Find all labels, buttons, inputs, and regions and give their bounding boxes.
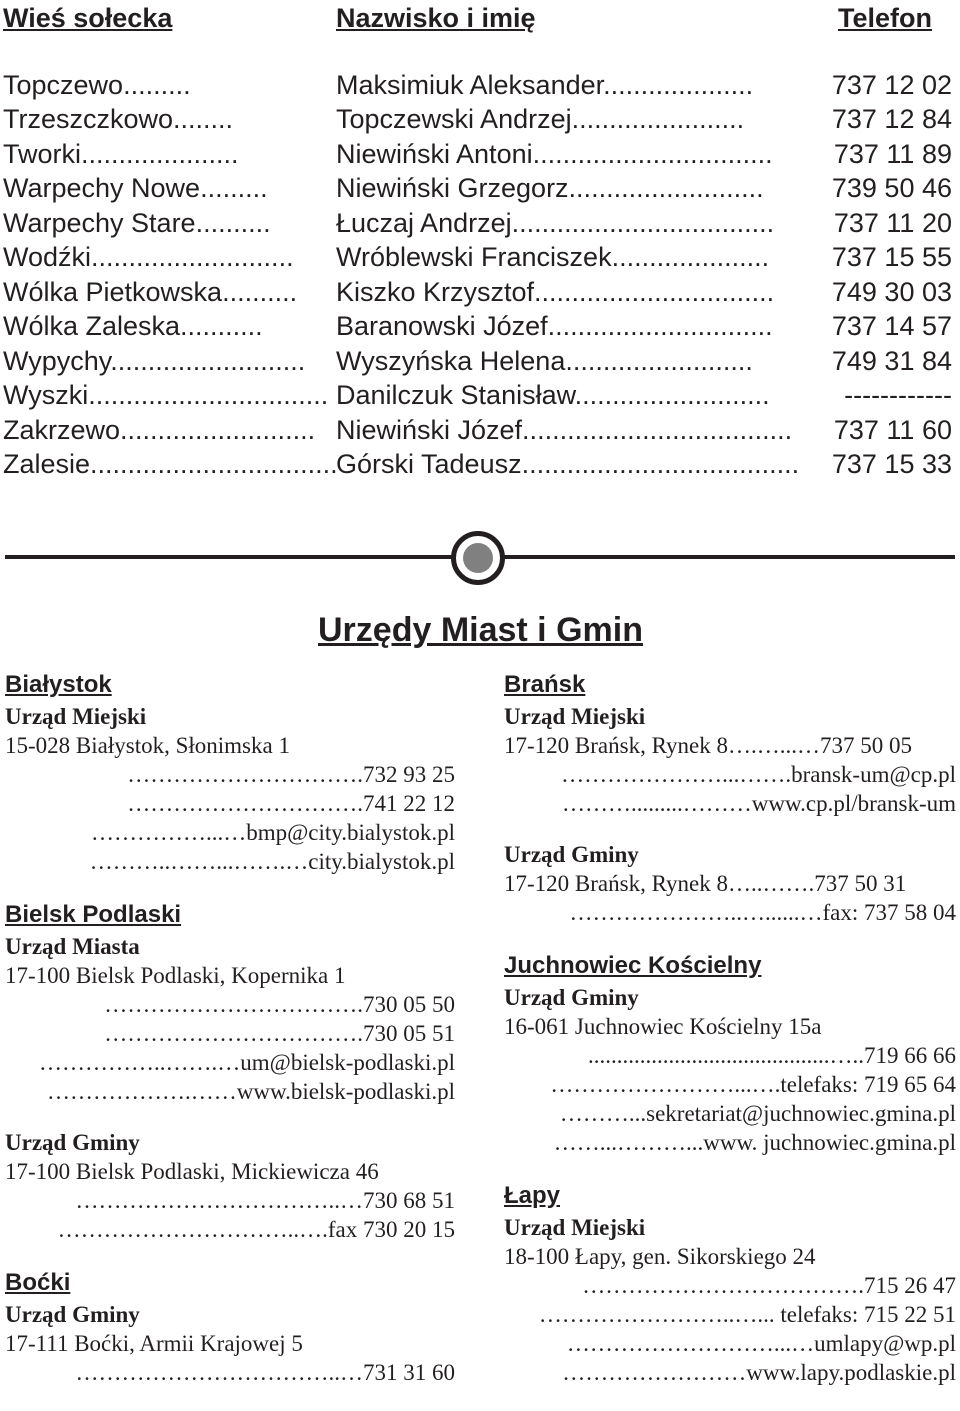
- village-cell: Zalesie.................................: [3, 449, 338, 479]
- office-city-heading: Białystok: [5, 671, 112, 698]
- directory-row: [0, 413, 960, 447]
- phone-cell: 737 11 89: [833, 139, 952, 169]
- header-phone: Telefon: [838, 3, 932, 33]
- village-cell: Wólka Pietkowska..........: [3, 277, 298, 307]
- office-city-heading: Boćki: [5, 1269, 71, 1296]
- office-contact-line: ……………………………..…730 68 51: [75, 1188, 455, 1213]
- office-contact-line: …………………...…….bransk-um@cp.pl: [561, 762, 956, 787]
- office-name: Urząd Gminy: [5, 1130, 140, 1155]
- office-contact-line: ………………………….732 93 25: [127, 762, 455, 787]
- office-contact-line: ………..……...…….…city.bialystok.pl: [89, 849, 455, 874]
- directory-row: [0, 137, 960, 171]
- divider-dot-icon: [463, 543, 493, 573]
- village-cell: Wodźki...........................: [3, 242, 294, 272]
- office-name: Urząd Miasta: [5, 934, 140, 959]
- name-cell: Topczewski Andrzej.......................: [336, 104, 745, 134]
- directory-row: [0, 378, 960, 412]
- office-name: Urząd Gminy: [504, 985, 639, 1010]
- phone-cell: 749 30 03: [831, 277, 952, 307]
- office-address: 17-100 Bielsk Podlaski, Mickiewicza 46: [5, 1159, 379, 1184]
- office-contact-line: …………………………….730 05 50: [104, 992, 455, 1017]
- office-address: 17-111 Boćki, Armii Krajowej 5: [5, 1331, 303, 1356]
- offices-right-column: [504, 668, 956, 1387]
- office-contact-line: ……………...…bmp@city.bialystok.pl: [90, 820, 455, 845]
- village-cell: Trzeszczkowo........: [3, 104, 234, 134]
- office-contact-line: ……………..…….…um@bielsk-podlaski.pl: [39, 1050, 455, 1075]
- village-cell: Wyszki................................: [3, 380, 329, 410]
- office-contact-line: ………………………...…umlapy@wp.pl: [566, 1331, 956, 1356]
- directory-row: [0, 275, 960, 309]
- name-cell: Niewiński Józef....................................: [336, 415, 793, 445]
- office-city-heading: Łapy: [504, 1182, 561, 1209]
- directory-row: [0, 447, 960, 481]
- directory-row: [0, 309, 960, 343]
- office-address: 17-100 Bielsk Podlaski, Kopernika 1: [5, 963, 346, 988]
- office-address: 17-120 Brańsk, Rynek 8….…...…737 50 05: [504, 733, 912, 758]
- name-cell: Baranowski Józef..............................: [336, 311, 773, 341]
- office-contact-line: ………………………….741 22 12: [127, 791, 455, 816]
- phone-cell: ------------: [844, 380, 952, 410]
- village-cell: Warpechy Nowe.........: [3, 173, 268, 203]
- name-cell: Danilczuk Stanisław..........................: [336, 380, 770, 410]
- phone-cell: 737 11 60: [833, 415, 952, 445]
- office-contact-line: …………………………….730 05 51: [104, 1021, 455, 1046]
- office-address: 17-120 Brańsk, Rynek 8…..…….737 50 31: [504, 871, 907, 896]
- village-cell: Zakrzewo..........................: [3, 415, 316, 445]
- name-cell: Wyszyńska Helena.........................: [336, 346, 753, 376]
- office-contact-line: ………...sekretariat@juchnowiec.gmina.pl: [559, 1101, 956, 1126]
- phone-cell: 737 11 20: [833, 208, 952, 238]
- village-cell: Warpechy Stare..........: [3, 208, 271, 238]
- name-cell: Górski Tadeusz.....................................: [336, 449, 800, 479]
- office-address: 16-061 Juchnowiec Kościelny 15a: [504, 1014, 822, 1039]
- office-name: Urząd Gminy: [504, 842, 639, 867]
- office-contact-line: ……………………www.lapy.podlaskie.pl: [562, 1360, 956, 1385]
- office-contact-line: …………………..…......…fax: 737 58 04: [569, 900, 956, 925]
- name-cell: Maksimiuk Aleksander....................: [336, 70, 754, 100]
- directory-row: [0, 344, 960, 378]
- office-contact-line: ……….........………www.cp.pl/bransk-um: [562, 791, 956, 816]
- office-name: Urząd Miejski: [504, 1215, 646, 1240]
- office-contact-line: ……………………………..…731 31 60: [75, 1360, 455, 1385]
- header-name: Nazwisko i imię: [336, 3, 536, 33]
- office-contact-line: ……………………...….telefaks: 719 65 64: [550, 1072, 956, 1097]
- phone-cell: 737 14 57: [831, 311, 952, 341]
- office-contact-line: ..........................................…..719 66 66: [588, 1043, 956, 1068]
- name-cell: Kiszko Krzysztof................................: [336, 277, 775, 307]
- phone-cell: 737 12 02: [831, 70, 952, 100]
- offices-left-column: [5, 668, 455, 1387]
- office-city-heading: Brańsk: [504, 671, 586, 698]
- office-name: Urząd Gminy: [5, 1302, 140, 1327]
- office-contact-line: ……………….……www.bielsk-podlaski.pl: [46, 1079, 455, 1104]
- directory-row: [0, 68, 960, 102]
- phone-cell: 739 50 46: [831, 173, 952, 203]
- name-cell: Niewiński Antoni................................: [336, 139, 773, 169]
- village-cell: Wypychy..........................: [3, 346, 306, 376]
- directory-row: [0, 240, 960, 274]
- office-contact-line: ……………………..…... telefaks: 715 22 51: [538, 1302, 956, 1327]
- village-cell: Tworki.....................: [3, 139, 239, 169]
- directory-row: [0, 171, 960, 205]
- office-contact-line: ……………………………….715 26 47: [582, 1273, 956, 1298]
- office-address: 18-100 Łapy, gen. Sikorskiego 24: [504, 1244, 816, 1269]
- office-contact-line: …………………………..….fax 730 20 15: [57, 1217, 455, 1242]
- phone-cell: 737 12 84: [831, 104, 952, 134]
- phone-cell: 737 15 33: [831, 449, 952, 479]
- header-village: Wieś sołecka: [3, 3, 173, 33]
- phone-cell: 749 31 84: [831, 346, 952, 376]
- directory-row: [0, 206, 960, 240]
- directory-row: [0, 102, 960, 136]
- village-cell: Topczewo.........: [3, 70, 191, 100]
- office-contact-line: ……...………...www. juchnowiec.gmina.pl: [553, 1130, 956, 1155]
- name-cell: Łuczaj Andrzej...................................: [336, 208, 775, 238]
- office-city-heading: Bielsk Podlaski: [5, 901, 182, 928]
- office-city-heading: Juchnowiec Kościelny: [504, 952, 762, 979]
- name-cell: Niewiński Grzegorz..........................: [336, 173, 764, 203]
- section-title: Urzędy Miast i Gmin: [318, 611, 643, 649]
- village-cell: Wólka Zaleska...........: [3, 311, 263, 341]
- office-address: 15-028 Białystok, Słonimska 1: [5, 733, 290, 758]
- name-cell: Wróblewski Franciszek.....................: [336, 242, 770, 272]
- office-name: Urząd Miejski: [504, 704, 646, 729]
- phone-cell: 737 15 55: [831, 242, 952, 272]
- office-name: Urząd Miejski: [5, 704, 147, 729]
